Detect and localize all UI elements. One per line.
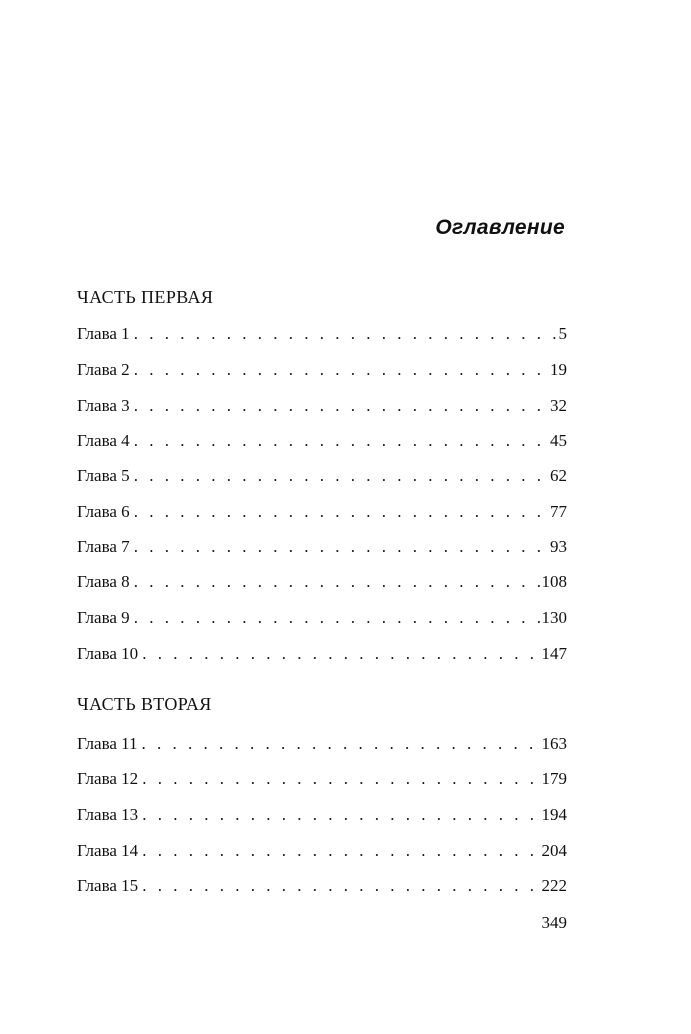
toc-line[interactable]: [77, 607, 567, 629]
toc-line[interactable]: [77, 571, 567, 593]
chapter-page: 32: [550, 396, 567, 415]
chapter-page: 130: [541, 608, 567, 627]
part-title: ЧАСТЬ ВТОРАЯ: [77, 694, 212, 714]
chapter-label: Глава 10: [77, 644, 139, 663]
dot-leader: [142, 643, 539, 665]
chapter-label: Глава 6: [77, 502, 130, 521]
chapter-page: 179: [541, 769, 567, 788]
toc-line[interactable]: [77, 501, 567, 523]
toc-line[interactable]: [77, 430, 567, 452]
dot-leader: [142, 733, 540, 755]
toc-line[interactable]: [77, 323, 567, 345]
toc-heading: Оглавление: [435, 216, 565, 239]
chapter-page: 45: [550, 431, 567, 450]
dot-leader: [142, 804, 539, 826]
toc-line[interactable]: [77, 536, 567, 558]
dot-leader: [134, 430, 548, 452]
toc-line[interactable]: [77, 733, 567, 755]
chapter-label: Глава 2: [77, 360, 130, 379]
toc-line[interactable]: [77, 395, 567, 417]
dot-leader: [134, 536, 548, 558]
chapter-page: 62: [550, 466, 567, 485]
toc-line[interactable]: [77, 359, 567, 381]
chapter-page: 19: [550, 360, 567, 379]
chapter-page: 194: [541, 805, 567, 824]
chapter-label: Глава 8: [77, 572, 130, 591]
chapter-label: Глава 4: [77, 431, 130, 450]
chapter-label: Глава 12: [77, 769, 139, 788]
chapter-page: 163: [541, 734, 567, 753]
chapter-label: Глава 13: [77, 805, 139, 824]
toc-line[interactable]: [77, 804, 567, 826]
chapter-page: 147: [541, 644, 567, 663]
chapter-label: Глава 9: [77, 608, 130, 627]
dot-leader: [142, 768, 539, 790]
chapter-label: Глава 5: [77, 466, 130, 485]
chapter-page: 204: [541, 841, 567, 860]
toc-line[interactable]: [77, 768, 567, 790]
chapter-label: Глава 15: [77, 876, 139, 895]
chapter-page: 5: [558, 324, 567, 343]
dot-leader: [134, 571, 540, 593]
dot-leader: [134, 607, 540, 629]
chapter-label: Глава 11: [77, 734, 138, 753]
dot-leader: [134, 465, 548, 487]
chapter-page: 93: [550, 537, 567, 556]
part-title: ЧАСТЬ ПЕРВАЯ: [77, 287, 214, 307]
chapter-label: Глава 3: [77, 396, 130, 415]
chapter-page: 108: [541, 572, 567, 591]
dot-leader: [134, 359, 548, 381]
toc-line[interactable]: [77, 643, 567, 665]
dot-leader: [134, 395, 548, 417]
dot-leader: [134, 323, 557, 345]
page-number: 349: [541, 913, 567, 932]
toc-line[interactable]: [77, 840, 567, 862]
chapter-label: Глава 14: [77, 841, 139, 860]
toc-line[interactable]: [77, 465, 567, 487]
chapter-label: Глава 1: [77, 324, 130, 343]
chapter-page: 77: [550, 502, 567, 521]
toc-line[interactable]: [77, 875, 567, 897]
chapter-label: Глава 7: [77, 537, 130, 556]
chapter-page: 222: [541, 876, 567, 895]
dot-leader: [134, 501, 548, 523]
dot-leader: [142, 875, 539, 897]
dot-leader: [142, 840, 539, 862]
